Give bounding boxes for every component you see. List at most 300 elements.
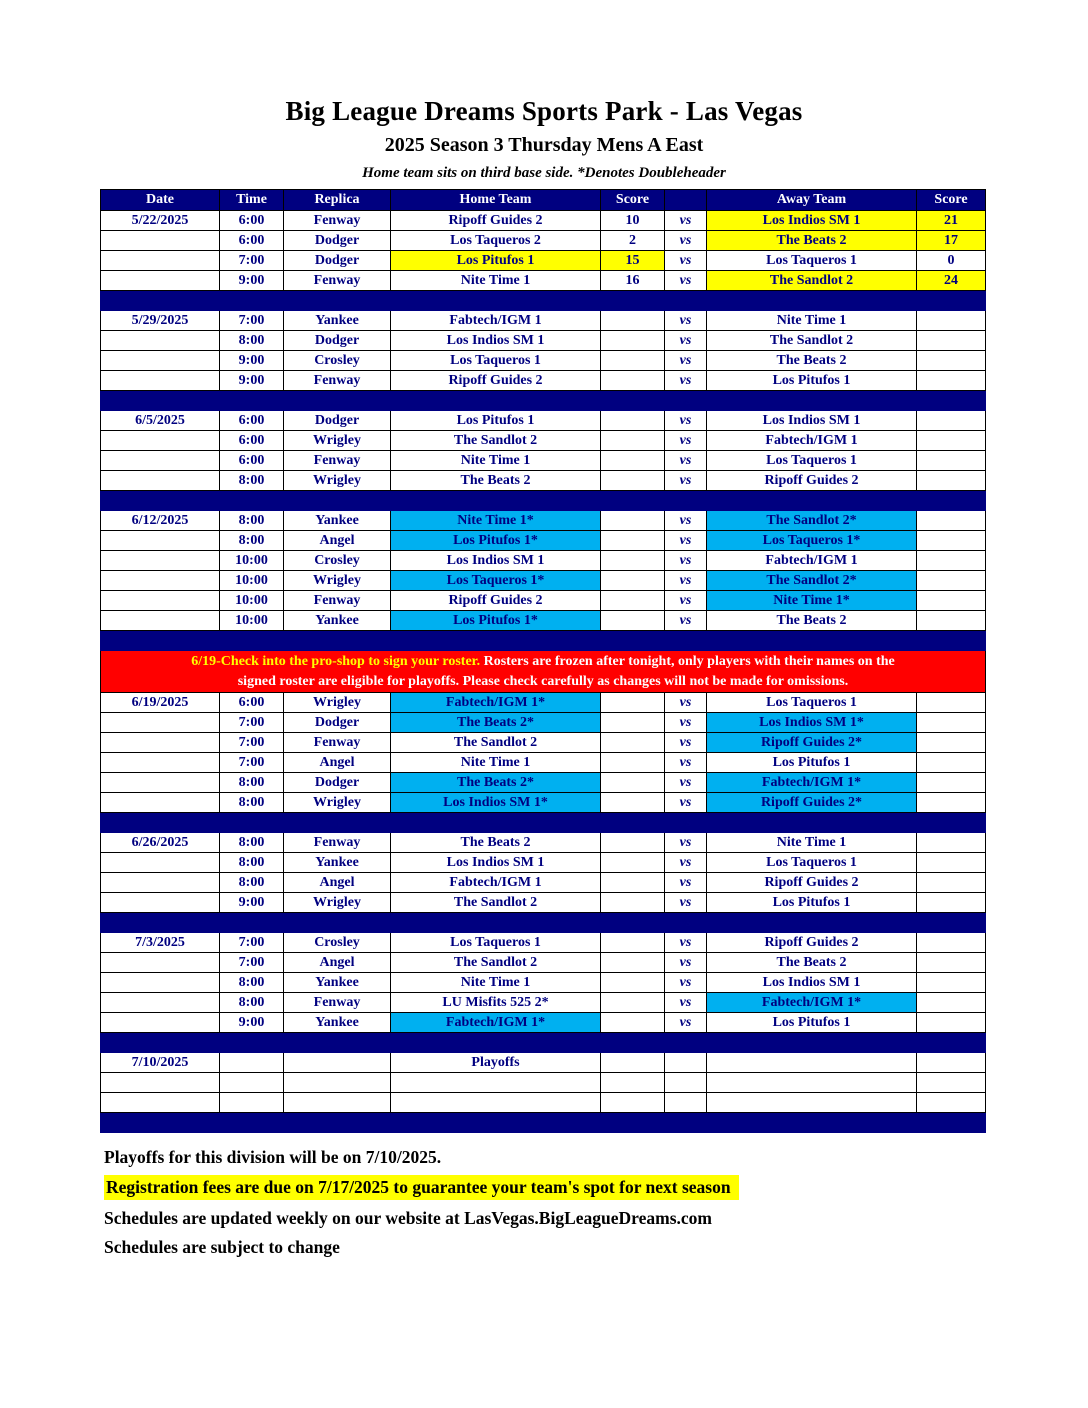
home-score-cell	[601, 1053, 665, 1073]
replica-cell: Yankee	[284, 973, 391, 993]
home-score-cell: 15	[601, 251, 665, 271]
home-score-cell	[601, 993, 665, 1013]
home-score-cell	[601, 411, 665, 431]
away-score-cell: 17	[917, 231, 986, 251]
vs-cell	[665, 1093, 707, 1113]
date-cell: 7/10/2025	[101, 1053, 220, 1073]
date-cell: 6/12/2025	[101, 511, 220, 531]
away-team-cell: Los Taqueros 1	[707, 693, 917, 713]
replica-cell: Yankee	[284, 311, 391, 331]
date-cell	[101, 471, 220, 491]
home-score-cell	[601, 311, 665, 331]
time-cell: 7:00	[220, 953, 284, 973]
game-row	[101, 773, 986, 793]
home-score-cell	[601, 733, 665, 753]
date-cell	[101, 351, 220, 371]
vs-cell	[665, 1073, 707, 1093]
home-team-cell: Los Taqueros 2	[391, 231, 601, 251]
away-team-cell: Ripoff Guides 2*	[707, 733, 917, 753]
home-score-cell	[601, 371, 665, 391]
header-home-team: Home Team	[391, 190, 601, 211]
separator-bar	[101, 1113, 986, 1133]
replica-cell: Fenway	[284, 271, 391, 291]
vs-cell: vs	[665, 591, 707, 611]
game-row	[101, 331, 986, 351]
vs-cell: vs	[665, 953, 707, 973]
vs-cell: vs	[665, 371, 707, 391]
home-score-cell	[601, 431, 665, 451]
vs-cell: vs	[665, 753, 707, 773]
away-team-cell: Los Taqueros 1*	[707, 531, 917, 551]
time-cell: 8:00	[220, 511, 284, 531]
home-score-cell	[601, 973, 665, 993]
home-score-cell	[601, 591, 665, 611]
vs-cell: vs	[665, 551, 707, 571]
time-cell: 7:00	[220, 311, 284, 331]
home-score-cell	[601, 753, 665, 773]
time-cell: 7:00	[220, 713, 284, 733]
replica-cell: Dodger	[284, 331, 391, 351]
home-team-cell: The Sandlot 2	[391, 431, 601, 451]
home-score-cell	[601, 773, 665, 793]
home-score-cell	[601, 713, 665, 733]
home-score-cell	[601, 1073, 665, 1093]
away-score-cell	[917, 1053, 986, 1073]
vs-cell: vs	[665, 611, 707, 631]
home-score-cell	[601, 451, 665, 471]
home-team-cell: Ripoff Guides 2	[391, 211, 601, 231]
game-row	[101, 713, 986, 733]
home-score-cell	[601, 331, 665, 351]
away-score-cell	[917, 833, 986, 853]
game-row	[101, 211, 986, 231]
home-score-cell	[601, 551, 665, 571]
home-team-cell: Los Taqueros 1	[391, 933, 601, 953]
separator-bar	[101, 491, 986, 511]
replica-cell: Fenway	[284, 833, 391, 853]
game-row	[101, 551, 986, 571]
date-cell	[101, 953, 220, 973]
time-cell: 7:00	[220, 933, 284, 953]
game-row	[101, 993, 986, 1013]
separator-row	[101, 391, 986, 411]
away-score-cell	[917, 591, 986, 611]
home-team-cell: LU Misfits 525 2*	[391, 993, 601, 1013]
vs-cell: vs	[665, 531, 707, 551]
vs-cell: vs	[665, 331, 707, 351]
date-cell	[101, 993, 220, 1013]
home-team-cell: Los Indios SM 1*	[391, 793, 601, 813]
vs-cell: vs	[665, 773, 707, 793]
vs-cell: vs	[665, 411, 707, 431]
vs-cell: vs	[665, 471, 707, 491]
away-score-cell	[917, 331, 986, 351]
time-cell: 10:00	[220, 571, 284, 591]
time-cell: 8:00	[220, 973, 284, 993]
away-score-cell	[917, 953, 986, 973]
header-vs	[665, 190, 707, 211]
vs-cell: vs	[665, 873, 707, 893]
vs-cell: vs	[665, 211, 707, 231]
date-cell	[101, 793, 220, 813]
away-team-cell: Los Taqueros 1	[707, 853, 917, 873]
separator-row	[101, 1033, 986, 1053]
date-cell	[101, 331, 220, 351]
replica-cell: Wrigley	[284, 431, 391, 451]
home-score-cell	[601, 351, 665, 371]
vs-cell: vs	[665, 311, 707, 331]
away-team-cell: Los Taqueros 1	[707, 251, 917, 271]
game-row	[101, 793, 986, 813]
game-row	[101, 231, 986, 251]
home-team-cell: Nite Time 1	[391, 753, 601, 773]
away-team-cell: Los Indios SM 1*	[707, 713, 917, 733]
date-cell	[101, 873, 220, 893]
time-cell: 9:00	[220, 351, 284, 371]
away-score-cell: 24	[917, 271, 986, 291]
replica-cell: Angel	[284, 531, 391, 551]
home-team-cell: Nite Time 1	[391, 271, 601, 291]
vs-cell: vs	[665, 251, 707, 271]
date-cell	[101, 733, 220, 753]
game-row	[101, 471, 986, 491]
vs-cell: vs	[665, 833, 707, 853]
away-team-cell: Los Pitufos 1	[707, 753, 917, 773]
time-cell	[220, 1073, 284, 1093]
away-team-cell: Ripoff Guides 2*	[707, 793, 917, 813]
header-row	[101, 190, 986, 211]
date-cell	[101, 1073, 220, 1093]
vs-cell: vs	[665, 713, 707, 733]
time-cell: 9:00	[220, 1013, 284, 1033]
away-team-cell: Los Indios SM 1	[707, 973, 917, 993]
away-team-cell: Ripoff Guides 2	[707, 873, 917, 893]
game-row	[101, 351, 986, 371]
game-row	[101, 611, 986, 631]
home-team-cell: Los Pitufos 1	[391, 411, 601, 431]
game-row	[101, 833, 986, 853]
time-cell: 7:00	[220, 753, 284, 773]
home-score-cell	[601, 571, 665, 591]
time-cell: 8:00	[220, 331, 284, 351]
date-cell	[101, 853, 220, 873]
away-score-cell	[917, 451, 986, 471]
time-cell: 6:00	[220, 231, 284, 251]
home-score-cell	[601, 873, 665, 893]
away-score-cell	[917, 993, 986, 1013]
home-team-cell: Los Indios SM 1	[391, 551, 601, 571]
away-team-cell	[707, 1093, 917, 1113]
home-team-cell	[391, 1073, 601, 1093]
home-score-cell	[601, 853, 665, 873]
away-team-cell: Fabtech/IGM 1	[707, 431, 917, 451]
game-row	[101, 371, 986, 391]
game-row	[101, 431, 986, 451]
replica-cell: Fenway	[284, 733, 391, 753]
vs-cell: vs	[665, 933, 707, 953]
home-team-cell: The Sandlot 2	[391, 953, 601, 973]
time-cell: 9:00	[220, 371, 284, 391]
home-team-cell: Nite Time 1	[391, 973, 601, 993]
away-team-cell: The Beats 2	[707, 953, 917, 973]
home-score-cell	[601, 611, 665, 631]
game-row	[101, 251, 986, 271]
home-score-cell	[601, 893, 665, 913]
schedule-body	[101, 211, 986, 1133]
time-cell: 9:00	[220, 271, 284, 291]
replica-cell: Dodger	[284, 713, 391, 733]
home-team-cell: Nite Time 1	[391, 451, 601, 471]
vs-cell: vs	[665, 431, 707, 451]
date-cell	[101, 893, 220, 913]
time-cell: 8:00	[220, 993, 284, 1013]
replica-cell: Angel	[284, 873, 391, 893]
replica-cell	[284, 1053, 391, 1073]
time-cell: 6:00	[220, 693, 284, 713]
away-score-cell	[917, 933, 986, 953]
away-team-cell: Ripoff Guides 2	[707, 471, 917, 491]
home-team-cell: Los Indios SM 1	[391, 331, 601, 351]
registration-note: Registration fees are due on 7/17/2025 to guarantee your team's spot for next season	[104, 1175, 739, 1200]
separator-bar	[101, 291, 986, 311]
game-row	[101, 693, 986, 713]
away-team-cell: Nite Time 1	[707, 311, 917, 331]
home-team-cell: Fabtech/IGM 1	[391, 873, 601, 893]
vs-cell: vs	[665, 451, 707, 471]
home-score-cell: 2	[601, 231, 665, 251]
game-row	[101, 853, 986, 873]
replica-cell: Fenway	[284, 993, 391, 1013]
time-cell: 6:00	[220, 411, 284, 431]
home-team-cell: Los Pitufos 1*	[391, 611, 601, 631]
date-cell	[101, 773, 220, 793]
header-time: Time	[220, 190, 284, 211]
subject-to-change-note: Schedules are subject to change	[104, 1237, 340, 1257]
away-team-cell: The Sandlot 2	[707, 271, 917, 291]
away-score-cell	[917, 713, 986, 733]
time-cell	[220, 1093, 284, 1113]
away-score-cell	[917, 511, 986, 531]
away-team-cell: Fabtech/IGM 1*	[707, 993, 917, 1013]
time-cell: 7:00	[220, 251, 284, 271]
game-row	[101, 311, 986, 331]
header-away-team: Away Team	[707, 190, 917, 211]
away-score-cell: 0	[917, 251, 986, 271]
vs-cell: vs	[665, 853, 707, 873]
notice-highlight: 6/19-Check into the pro-shop to sign your roster.	[191, 653, 481, 669]
date-cell	[101, 571, 220, 591]
date-cell	[101, 1013, 220, 1033]
away-team-cell: The Sandlot 2	[707, 331, 917, 351]
away-score-cell	[917, 371, 986, 391]
away-team-cell	[707, 1073, 917, 1093]
away-score-cell	[917, 753, 986, 773]
home-team-cell: Fabtech/IGM 1*	[391, 1013, 601, 1033]
home-team-cell: Los Indios SM 1	[391, 853, 601, 873]
away-score-cell	[917, 873, 986, 893]
home-team-cell: Ripoff Guides 2	[391, 591, 601, 611]
time-cell: 8:00	[220, 793, 284, 813]
home-score-cell	[601, 793, 665, 813]
game-row	[101, 1013, 986, 1033]
time-cell: 8:00	[220, 873, 284, 893]
replica-cell: Angel	[284, 953, 391, 973]
date-cell	[101, 753, 220, 773]
away-team-cell: The Sandlot 2*	[707, 511, 917, 531]
home-score-cell	[601, 953, 665, 973]
away-score-cell	[917, 431, 986, 451]
away-score-cell	[917, 1093, 986, 1113]
time-cell: 6:00	[220, 211, 284, 231]
home-team-cell: The Beats 2	[391, 833, 601, 853]
replica-cell: Wrigley	[284, 471, 391, 491]
vs-cell: vs	[665, 1013, 707, 1033]
replica-cell: Dodger	[284, 773, 391, 793]
date-cell: 6/19/2025	[101, 693, 220, 713]
replica-cell: Crosley	[284, 551, 391, 571]
home-score-cell	[601, 511, 665, 531]
vs-cell: vs	[665, 993, 707, 1013]
replica-cell: Crosley	[284, 933, 391, 953]
home-team-cell: Playoffs	[391, 1053, 601, 1073]
separator-row	[101, 291, 986, 311]
away-team-cell: Fabtech/IGM 1*	[707, 773, 917, 793]
home-score-cell	[601, 833, 665, 853]
away-score-cell	[917, 693, 986, 713]
time-cell: 10:00	[220, 611, 284, 631]
replica-cell: Fenway	[284, 591, 391, 611]
away-score-cell	[917, 733, 986, 753]
vs-cell: vs	[665, 511, 707, 531]
date-cell	[101, 431, 220, 451]
replica-cell: Wrigley	[284, 571, 391, 591]
home-team-cell: Los Pitufos 1*	[391, 531, 601, 551]
date-cell	[101, 231, 220, 251]
home-team-cell: The Beats 2*	[391, 713, 601, 733]
replica-cell: Yankee	[284, 611, 391, 631]
vs-cell: vs	[665, 571, 707, 591]
vs-cell	[665, 1053, 707, 1073]
away-score-cell	[917, 611, 986, 631]
home-score-cell	[601, 693, 665, 713]
replica-cell: Yankee	[284, 1013, 391, 1033]
separator-row	[101, 813, 986, 833]
replica-cell: Dodger	[284, 251, 391, 271]
time-cell: 8:00	[220, 853, 284, 873]
game-row	[101, 411, 986, 431]
replica-cell	[284, 1073, 391, 1093]
vs-cell: vs	[665, 271, 707, 291]
date-cell	[101, 713, 220, 733]
time-cell: 10:00	[220, 591, 284, 611]
separator-bar	[101, 1033, 986, 1053]
away-score-cell	[917, 773, 986, 793]
home-team-cell: Los Pitufos 1	[391, 251, 601, 271]
away-team-cell: Los Pitufos 1	[707, 893, 917, 913]
replica-cell: Fenway	[284, 371, 391, 391]
home-score-cell	[601, 1013, 665, 1033]
away-score-cell	[917, 411, 986, 431]
game-row	[101, 451, 986, 471]
date-cell	[101, 1093, 220, 1113]
date-cell: 5/29/2025	[101, 311, 220, 331]
home-score-cell	[601, 1093, 665, 1113]
home-score-cell	[601, 933, 665, 953]
replica-cell: Wrigley	[284, 793, 391, 813]
game-row	[101, 953, 986, 973]
game-row	[101, 1073, 986, 1093]
date-cell: 5/22/2025	[101, 211, 220, 231]
away-score-cell	[917, 351, 986, 371]
separator-bar	[101, 391, 986, 411]
date-cell	[101, 551, 220, 571]
away-team-cell: Los Pitufos 1	[707, 1013, 917, 1033]
away-score-cell	[917, 1013, 986, 1033]
separator-row	[101, 1113, 986, 1133]
away-score-cell	[917, 471, 986, 491]
away-team-cell: Fabtech/IGM 1	[707, 551, 917, 571]
game-row	[101, 753, 986, 773]
time-cell: 10:00	[220, 551, 284, 571]
roster-notice	[101, 651, 986, 693]
time-cell: 7:00	[220, 733, 284, 753]
home-team-cell: The Beats 2	[391, 471, 601, 491]
separator-row	[101, 913, 986, 933]
away-team-cell: Los Taqueros 1	[707, 451, 917, 471]
vs-cell: vs	[665, 973, 707, 993]
separator-row	[101, 631, 986, 651]
schedule-header	[101, 190, 986, 211]
date-cell	[101, 973, 220, 993]
separator-bar	[101, 631, 986, 651]
away-team-cell: The Beats 2	[707, 351, 917, 371]
page-subtitle: 2025 Season 3 Thursday Mens A East	[384, 134, 704, 156]
replica-cell: Angel	[284, 753, 391, 773]
away-team-cell: The Beats 2	[707, 611, 917, 631]
date-cell	[101, 611, 220, 631]
away-score-cell	[917, 571, 986, 591]
vs-cell: vs	[665, 793, 707, 813]
replica-cell: Fenway	[284, 451, 391, 471]
game-row	[101, 1093, 986, 1113]
replica-cell: Wrigley	[284, 893, 391, 913]
time-cell: 8:00	[220, 531, 284, 551]
vs-cell: vs	[665, 351, 707, 371]
home-score-cell	[601, 471, 665, 491]
game-row	[101, 571, 986, 591]
home-team-cell: The Beats 2*	[391, 773, 601, 793]
game-row	[101, 733, 986, 753]
footer	[104, 1146, 1088, 1258]
date-cell	[101, 451, 220, 471]
away-team-cell: The Beats 2	[707, 231, 917, 251]
date-cell: 7/3/2025	[101, 933, 220, 953]
away-score-cell	[917, 973, 986, 993]
replica-cell: Yankee	[284, 511, 391, 531]
replica-cell: Dodger	[284, 411, 391, 431]
home-team-cell: Los Taqueros 1	[391, 351, 601, 371]
header-date: Date	[101, 190, 220, 211]
replica-cell: Wrigley	[284, 693, 391, 713]
time-cell: 8:00	[220, 833, 284, 853]
home-team-cell: Los Taqueros 1*	[391, 571, 601, 591]
replica-cell: Yankee	[284, 853, 391, 873]
vs-cell: vs	[665, 231, 707, 251]
away-score-cell	[917, 531, 986, 551]
time-cell	[220, 1053, 284, 1073]
home-team-cell: The Sandlot 2	[391, 893, 601, 913]
away-score-cell	[917, 793, 986, 813]
